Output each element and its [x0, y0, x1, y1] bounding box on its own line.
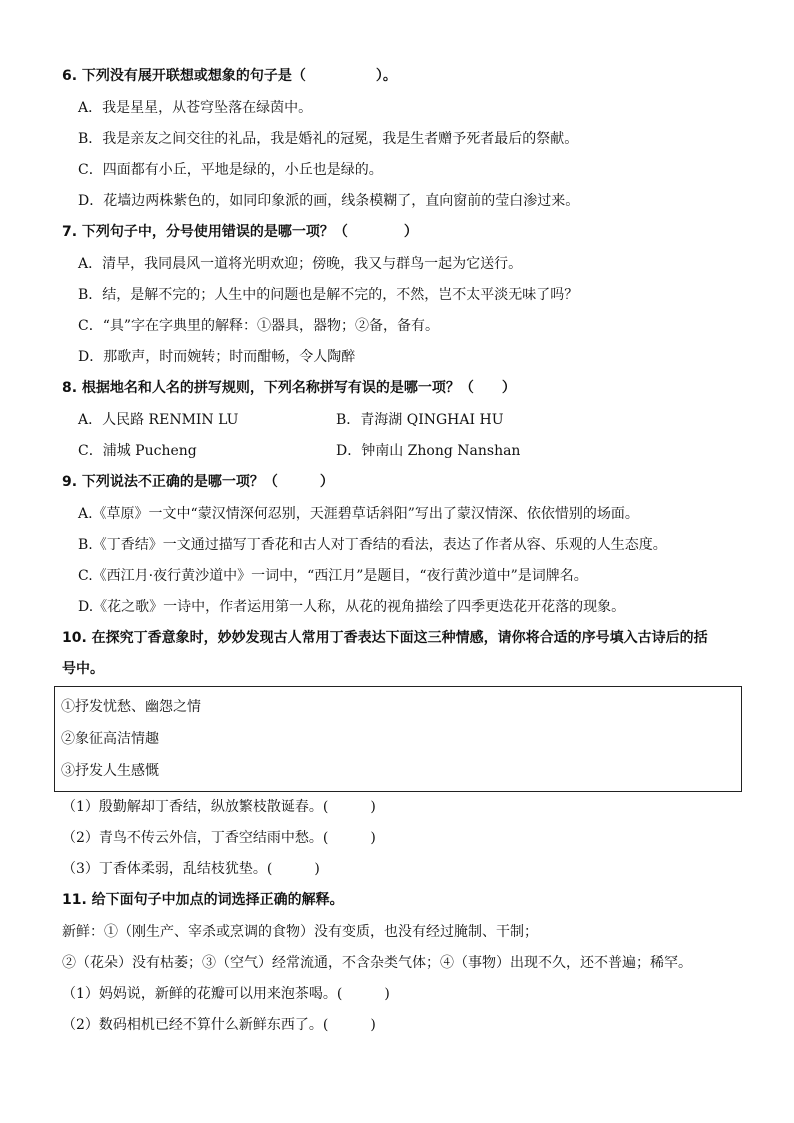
q7-option-c: C．“具”字在字典里的解释：①器具，器物；②备，备有。 [78, 318, 440, 334]
q8-option-a: A．人民路 RENMIN LU [78, 412, 239, 428]
q10-poem-2: （2）青鸟不传云外信，丁香空结雨中愁。( ) [62, 830, 376, 846]
question-6-stem: 6. 下列没有展开联想或想象的句子是（ ）。 [62, 68, 397, 84]
q6-option-c: C．四面都有小丘，平地是绿的，小丘也是绿的。 [78, 162, 383, 178]
question-7-stem: 7. 下列句子中，分号使用错误的是哪一项？（ ） [62, 224, 418, 240]
q6-option-d: D．花墙边两株紫色的，如同印象派的画，线条模糊了，直向窗前的莹白渗过来。 [78, 193, 580, 209]
emotion-option-2: ②象征高洁情趣 [61, 731, 159, 747]
question-9-stem: 9. 下列说法不正确的是哪一项？（ ） [62, 474, 334, 490]
q7-option-a: A．清早，我同晨风一道将光明欢迎；傍晚，我又与群鸟一起为它送行。 [78, 256, 523, 272]
emotion-option-3: ③抒发人生感慨 [61, 763, 159, 779]
q9-option-a: A.《草原》一文中“蒙汉情深何忍别，天涯碧草话斜阳”写出了蒙汉情深、依依惜别的场面。 [78, 506, 639, 522]
emotion-options-box [54, 686, 742, 792]
question-10-stem-cont: 号中。 [62, 661, 104, 677]
q10-poem-3: （3）丁香体柔弱，乱结枝犹垫。( ) [62, 861, 320, 877]
q7-option-b: B．结，是解不完的；人生中的问题也是解不完的，不然，岂不太平淡无味了吗？ [78, 287, 579, 303]
q11-item-2: （2）数码相机已经不算什么新鲜东西了。( ) [62, 1017, 376, 1033]
q8-option-c: C．浦城 Pucheng [78, 443, 197, 459]
q11-definition-line2: ②（花朵）没有枯萎；③（空气）经常流通，不含杂类气体；④（事物）出现不久，还不普遍；稀罕。 [62, 955, 692, 971]
q9-option-d: D.《花之歌》一诗中，作者运用第一人称，从花的视角描绘了四季更迭花开花落的现象。 [78, 599, 626, 615]
q6-option-b: B．我是亲友之间交往的礼品，我是婚礼的冠冕，我是生者赠予死者最后的祭献。 [78, 131, 579, 147]
q11-definition-line1: 新鲜：①（刚生产、宰杀或烹调的食物）没有变质，也没有经过腌制、干制； [62, 924, 538, 940]
q11-item-1: （1）妈妈说，新鲜的花瓣可以用来泡茶喝。( ) [62, 986, 390, 1002]
q9-option-c: C.《西江月·夜行黄沙道中》一词中，“西江月”是题目，“夜行黄沙道中”是词牌名。 [78, 568, 588, 584]
q7-option-d: D．那歌声，时而婉转；时而酣畅，令人陶醉 [78, 349, 356, 365]
q8-option-b: B．青海湖 QINGHAI HU [336, 412, 504, 428]
emotion-option-1: ①抒发忧愁、幽怨之情 [61, 699, 201, 715]
question-11-stem: 11. 给下面句子中加点的词选择正确的解释。 [62, 892, 344, 908]
q9-option-b: B.《丁香结》一文通过描写丁香花和古人对丁香结的看法，表达了作者从容、乐观的人生态度。 [78, 537, 667, 553]
question-10-stem: 10. 在探究丁香意象时，妙妙发现古人常用丁香表达下面这三种情感，请你将合适的序号填入古诗后的括 [62, 630, 708, 646]
question-8-stem: 8. 根据地名和人名的拼写规则，下列名称拼写有误的是哪一项？（ ） [62, 380, 516, 396]
q8-option-d: D．钟南山 Zhong Nanshan [336, 443, 521, 459]
q6-option-a: A．我是星星，从苍穹坠落在绿茵中。 [78, 100, 313, 116]
q10-poem-1: （1）殷勤解却丁香结，纵放繁枝散诞春。( ) [62, 799, 376, 815]
